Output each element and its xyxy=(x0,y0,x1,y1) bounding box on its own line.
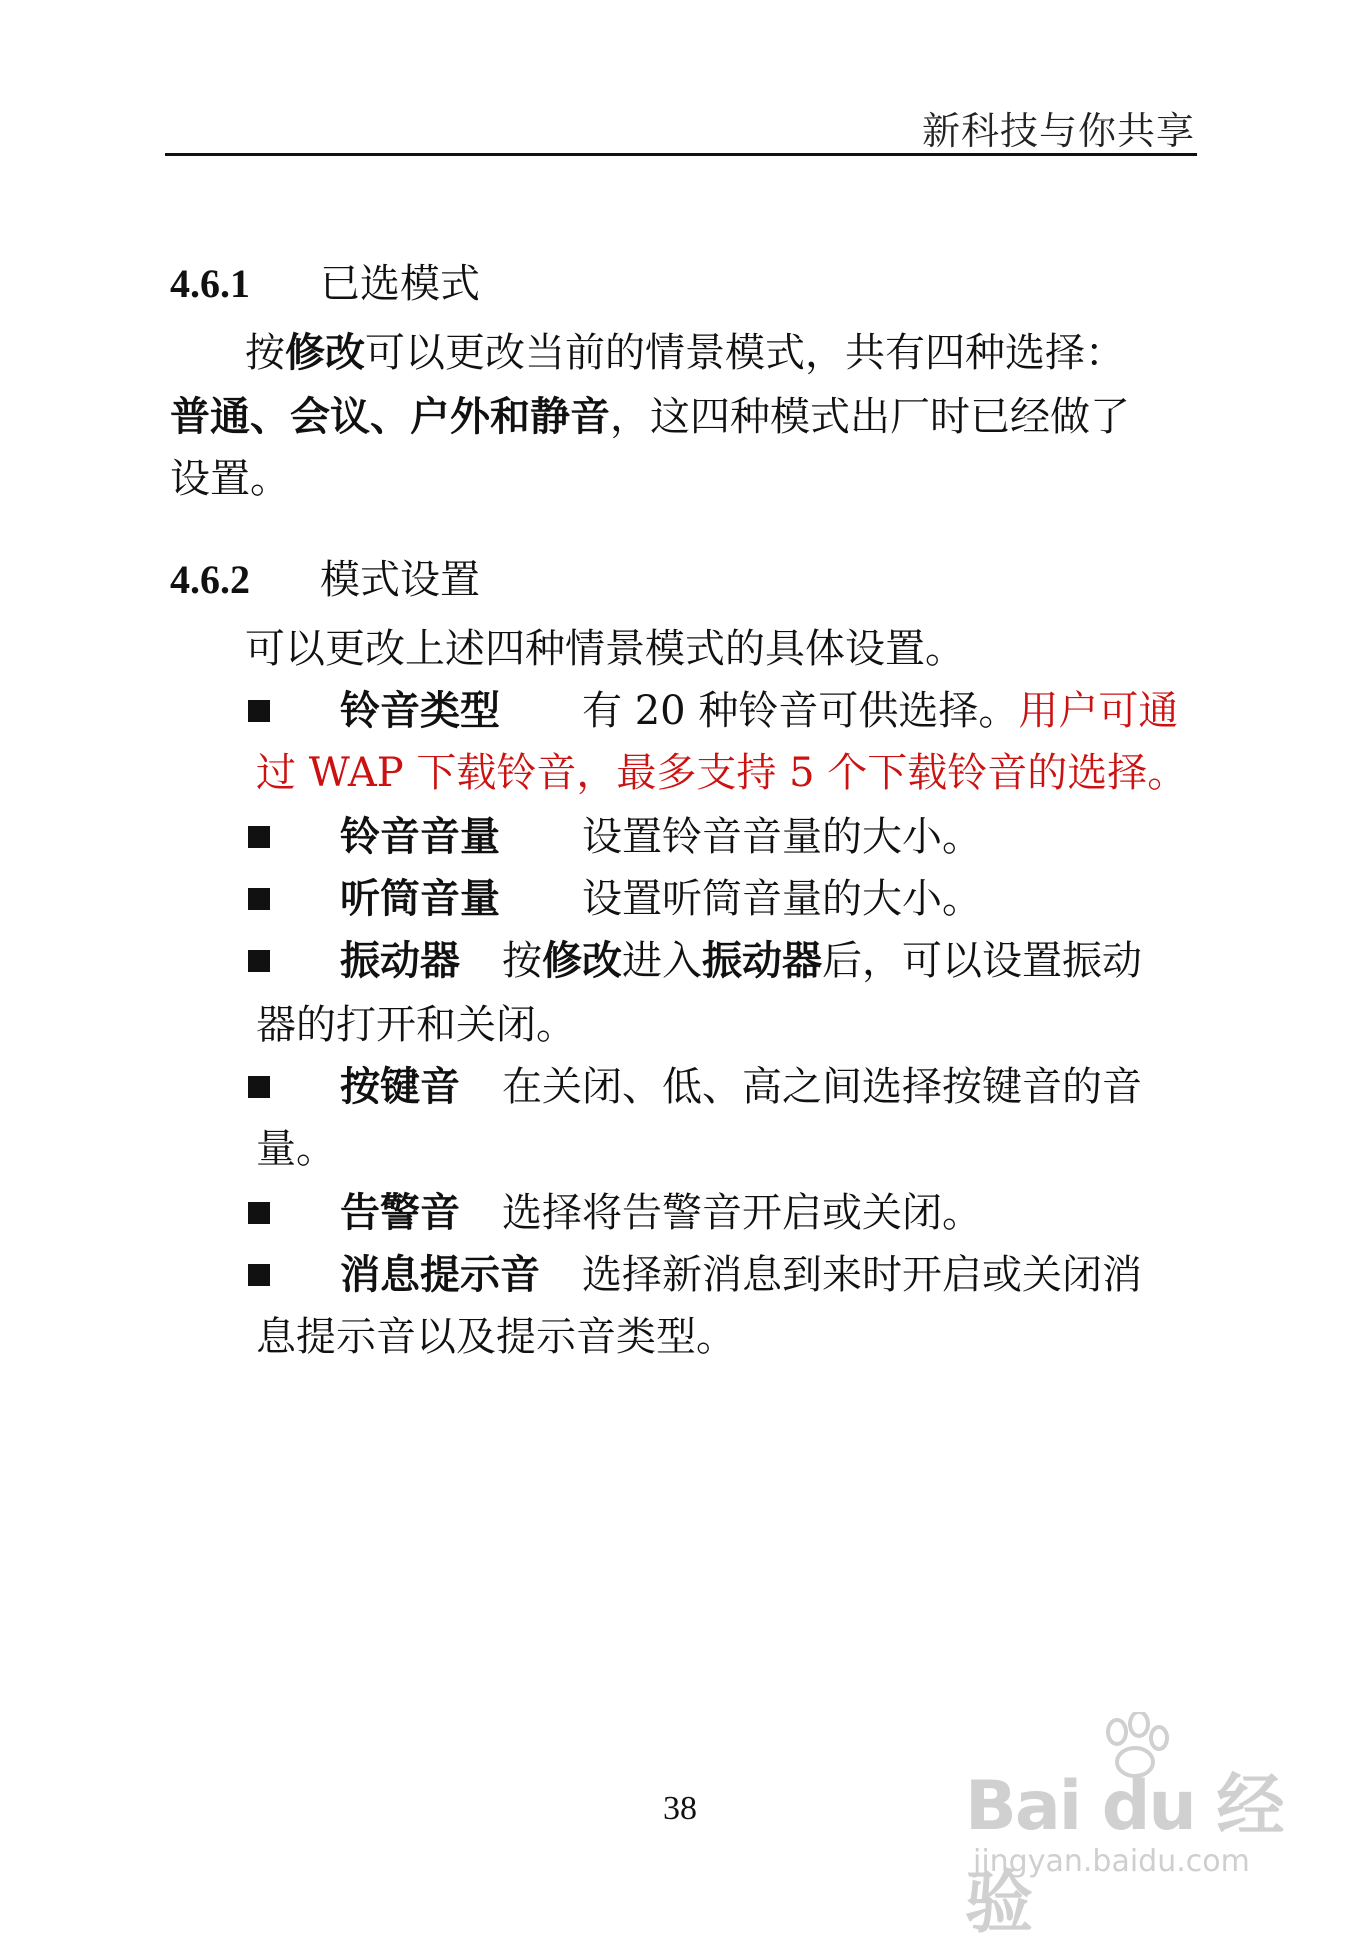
item-term: 告警音 xyxy=(340,1189,460,1236)
bullet-square-icon xyxy=(248,950,270,972)
text-run: ，这四种模式出厂时已经做了 xyxy=(610,394,1130,440)
item-desc: 有 20 种铃音可供选择。 xyxy=(582,688,1019,734)
item-term: 按键音 xyxy=(340,1063,460,1110)
list-item-continuation: 量。 xyxy=(256,1126,336,1172)
item-term: 消息提示音 xyxy=(340,1251,540,1298)
section-heading-4-6-2 xyxy=(170,554,480,606)
item-term: 听筒音量 xyxy=(340,875,500,922)
list-item xyxy=(248,868,982,930)
list-item xyxy=(248,1244,1142,1306)
list-item-continuation: 器的打开和关闭。 xyxy=(256,1002,576,1048)
item-desc: 后，可以设置振动 xyxy=(822,938,1142,984)
paragraph-line xyxy=(245,322,1125,384)
bullet-square-icon xyxy=(248,1264,270,1286)
text-run-bold: 普通、会议、户外和静音 xyxy=(170,393,610,440)
item-desc: 进入 xyxy=(622,938,702,984)
section-intro: 可以更改上述四种情景模式的具体设置。 xyxy=(245,626,965,672)
watermark-url: jingyan.baidu.com xyxy=(973,1844,1250,1879)
item-desc: 设置听筒音量的大小。 xyxy=(582,876,982,922)
bullet-square-icon xyxy=(248,826,270,848)
section-number: 4.6.2 xyxy=(170,557,250,602)
list-item xyxy=(248,1182,982,1244)
header-rule xyxy=(165,153,1197,156)
list-item-continuation: 息提示音以及提示音类型。 xyxy=(256,1314,736,1360)
item-desc: 在关闭、低、高之间选择按键音的音 xyxy=(502,1064,1142,1110)
item-term: 铃音类型 xyxy=(340,687,500,734)
item-term: 振动器 xyxy=(340,937,460,984)
watermark-logo: Bai du 经验 xyxy=(965,1767,1283,1943)
item-desc-bold: 修改 xyxy=(542,937,622,984)
section-title: 已选模式 xyxy=(320,261,480,307)
paragraph-line xyxy=(170,386,1130,448)
item-term: 铃音音量 xyxy=(340,813,500,860)
item-desc: 选择将告警音开启或关闭。 xyxy=(502,1190,982,1236)
list-item-continuation: 过 WAP 下载铃音，最多支持 5 个下载铃音的选择。 xyxy=(256,750,1188,796)
item-desc-bold: 振动器 xyxy=(702,937,822,984)
section-heading-4-6-1 xyxy=(170,258,480,310)
text-run-bold: 修改 xyxy=(285,329,365,376)
baidu-watermark xyxy=(965,1712,1295,1943)
list-item xyxy=(248,1056,1142,1118)
paragraph-line: 设置。 xyxy=(170,456,290,502)
bullet-square-icon xyxy=(248,888,270,910)
bullet-square-icon xyxy=(248,1202,270,1224)
list-item xyxy=(248,930,1142,992)
bullet-square-icon xyxy=(248,1076,270,1098)
item-desc: 按 xyxy=(502,938,542,984)
running-header: 新科技与你共享 xyxy=(921,109,1195,153)
text-run: 按 xyxy=(245,330,285,376)
section-title: 模式设置 xyxy=(320,557,480,603)
section-number: 4.6.1 xyxy=(170,261,250,306)
bullet-square-icon xyxy=(248,700,270,722)
page-number: 38 xyxy=(663,1790,697,1827)
list-item xyxy=(248,680,1178,742)
text-run: 可以更改当前的情景模式，共有四种选择： xyxy=(365,330,1125,376)
item-desc-red: 用户可通 xyxy=(1018,688,1179,734)
item-desc: 设置铃音音量的大小。 xyxy=(582,814,982,860)
item-desc: 选择新消息到来时开启或关闭消 xyxy=(582,1252,1142,1298)
list-item xyxy=(248,806,982,868)
